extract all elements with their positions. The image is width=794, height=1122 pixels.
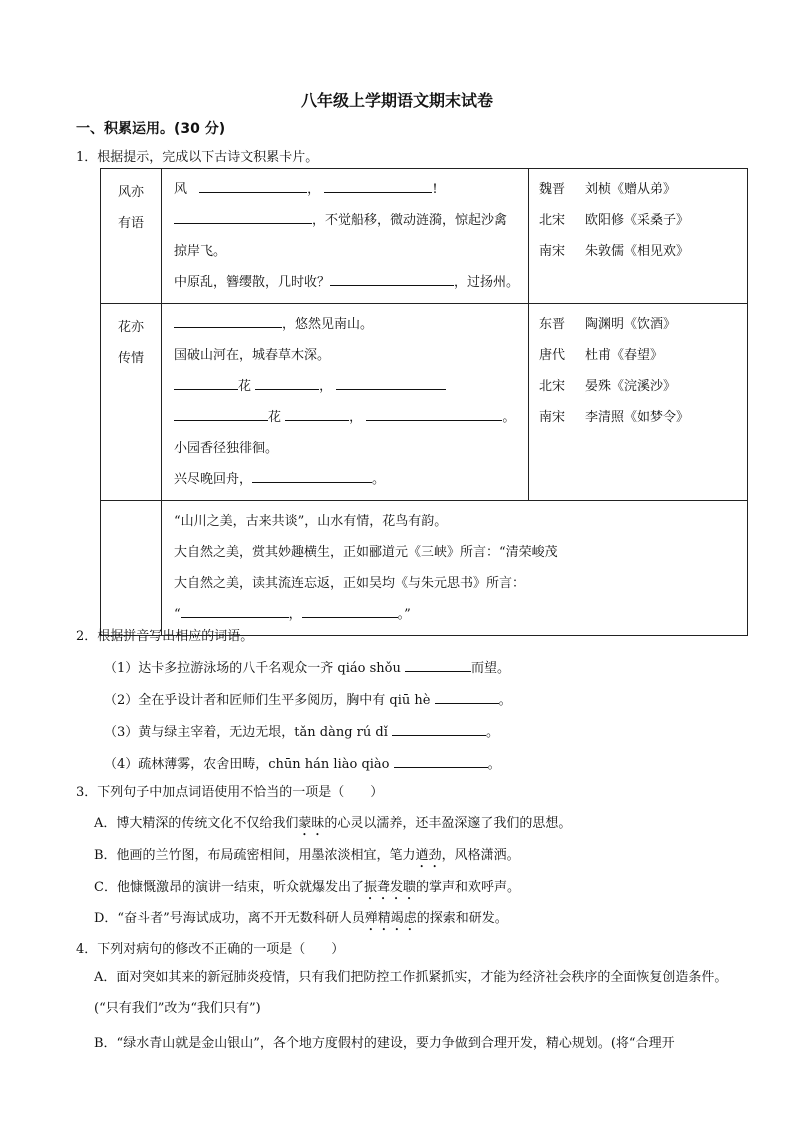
option-a: A．博大精深的传统文化不仅给我们蒙昧的心灵以濡养，还丰盈深邃了我们的思想。 [94,816,572,831]
fill-blank[interactable] [252,470,372,483]
fill-blank[interactable] [174,211,312,224]
fill-blank[interactable] [366,408,502,421]
fill-blank[interactable] [336,377,446,390]
source-item: 北宋 晏殊《浣溪沙》 [539,379,677,394]
row-label-flower: 花亦 传情 [101,304,162,501]
fill-blank[interactable] [435,691,499,704]
pinyin-item: （4）疏林薄雾，农舍田畴，chūn hán liào qiào 。 [104,757,501,772]
row-content-flower: ，悠然见南山。 国破山河在，城春草木深。 花 ， 花 ， 。 小园香径独徘徊。 兴尽晚回舟， 。 [162,304,529,501]
option-b: B．他画的兰竹图，布局疏密相间，用墨浓淡相宜，笔力遒劲，风格潇洒。 [94,848,520,863]
source-item: 东晋 陶渊明《饮酒》 [539,317,677,332]
dotted-word: 遒劲 [415,848,442,863]
card-row-landscape [101,501,748,636]
fill-blank[interactable] [285,408,349,421]
pinyin-item: （2）全在乎设计者和匠师们生平多阅历，胸中有 qiū hè 。 [104,693,512,708]
row-sources-flower [529,304,748,501]
source-item: 南宋 李清照《如梦令》 [539,410,690,425]
dotted-word: 蒙昧 [298,816,325,831]
question-1-prompt: 1．根据提示，完成以下古诗文积累卡片。 [76,150,319,165]
fill-blank[interactable] [174,408,268,421]
poetry-card-table [100,168,748,636]
dotted-word: 殚精竭虑 [364,911,417,926]
row-content-wind: 风 ， ! ，不觉船移，微动涟漪，惊起沙禽 掠岸飞。 中原乱，簪缨散，几时收？ ，过扬州。 [162,169,529,304]
option-a: A．面对突如其来的新冠肺炎疫情，只有我们把防控工作抓紧抓实，才能为经济社会秩序的全面恢复创造条件。(“只有我们”改为“我们只有”) [94,970,728,1016]
dotted-word: 振聋发聩 [363,880,416,895]
fill-blank[interactable] [405,659,471,672]
row-label-empty [101,501,162,636]
fill-blank[interactable] [302,605,398,618]
source-item: 魏晋 刘桢《赠从弟》 [539,182,677,197]
fill-blank[interactable] [330,273,454,286]
page-title: 八年级上学期语文期末试卷 [300,91,493,110]
card-row-flower [101,304,748,501]
pinyin-item: （3）黄与绿主宰着，无边无垠，tǎn dàng rú dǐ 。 [104,725,499,740]
option-d: D．“奋斗者”号海试成功，离不开无数科研人员殚精竭虑的探索和研发。 [94,911,508,926]
option-c: C．他慷慨激昂的演讲一结束，听众就爆发出了振聋发聩的掌声和欢呼声。 [94,880,520,895]
fill-blank[interactable] [392,723,486,736]
fill-blank[interactable] [181,605,289,618]
row-sources-wind [529,169,748,304]
fill-blank[interactable] [199,180,307,193]
option-b: B．“绿水青山就是金山银山”，各个地方度假村的建设，要力争做到合理开发，精心规划。(将“合理开 [94,1036,675,1051]
card-row-wind [101,169,748,304]
source-item: 南宋 朱敦儒《相见欢》 [539,244,690,259]
fill-blank[interactable] [255,377,319,390]
fill-blank[interactable] [324,180,432,193]
question-4-prompt: 4．下列对病句的修改不正确的一项是（ ） [76,942,345,957]
source-item: 唐代 杜甫《春望》 [539,348,664,363]
fill-blank[interactable] [174,315,282,328]
row-content-landscape: “山川之美，古来共谈”，山水有情，花鸟有韵。 大自然之美，赏其妙趣横生，正如郦道元《三峡》所言：“清荣峻茂 大自然之美，读其流连忘返，正如吴均《与朱元思书》所言： “ ， 。” [162,501,748,636]
question-2-prompt: 2．根据拼音写出相应的词语。 [76,629,254,644]
question-3-prompt: 3．下列句子中加点词语使用不恰当的一项是（ ） [76,785,384,800]
fill-blank[interactable] [174,377,238,390]
fill-blank[interactable] [394,755,488,768]
pinyin-item: （1）达卡多拉游泳场的八千名观众一齐 qiáo shǒu 而望。 [104,661,510,676]
source-item: 北宋 欧阳修《采桑子》 [539,213,690,228]
section-heading: 一、积累运用。(30 分) [76,121,226,137]
row-label-wind: 风亦 有语 [101,169,162,304]
